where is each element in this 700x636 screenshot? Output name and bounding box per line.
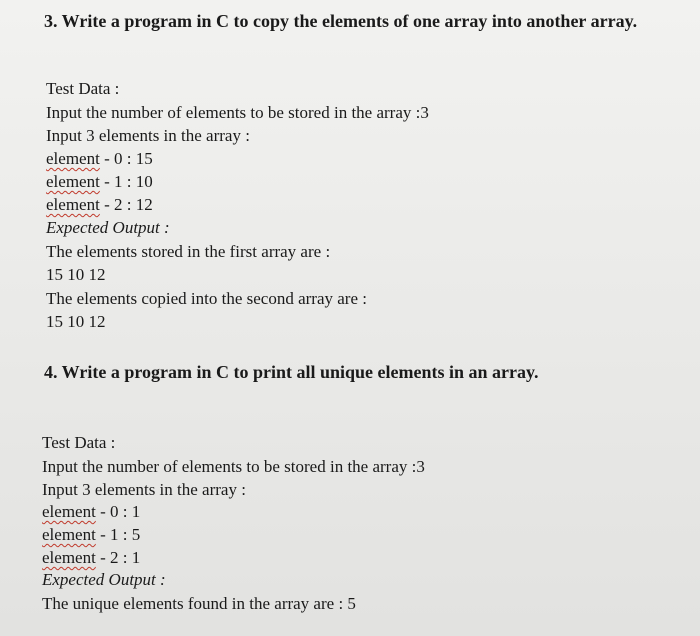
q3-element-1-value: - 1 : 10 <box>99 172 153 191</box>
q4-element-1 <box>42 525 140 545</box>
q4-element-1-value: - 1 : 5 <box>95 525 141 544</box>
q4-output-line1: The unique elements found in the array are : 5 <box>42 594 356 613</box>
q3-element-0-word: element <box>46 149 100 168</box>
q3-element-2-value: - 2 : 12 <box>99 195 153 214</box>
q4-test-data-label: Test Data : <box>42 433 116 452</box>
q4-expected-output-label: Expected Output : <box>42 570 166 589</box>
q4-element-2-word: element <box>42 548 96 567</box>
q4-element-0-value: - 0 : 1 <box>95 502 141 521</box>
q3-element-1-word: element <box>46 172 100 191</box>
q4-element-2-value: - 2 : 1 <box>95 548 141 567</box>
q3-element-1 <box>46 172 153 192</box>
q3-test-data-label: Test Data : <box>46 79 120 98</box>
q4-input-elements: Input 3 elements in the array : <box>42 480 246 499</box>
q4-element-2 <box>42 548 140 568</box>
q3-input-elements: Input 3 elements in the array : <box>46 126 250 145</box>
q3-element-0 <box>46 149 153 169</box>
q3-output-line2: The elements copied into the second array are : <box>46 289 367 308</box>
q3-element-0-value: - 0 : 15 <box>99 149 153 168</box>
q4-input-prompt: Input the number of elements to be stored in the array :3 <box>42 457 425 476</box>
q4-heading: 4. Write a program in C to print all unique elements in an array. <box>44 362 539 382</box>
q3-element-2 <box>46 195 153 215</box>
q3-output-values2: 15 10 12 <box>46 312 106 331</box>
q3-input-prompt: Input the number of elements to be stored in the array :3 <box>46 103 429 122</box>
q4-element-0 <box>42 502 140 522</box>
q4-element-1-word: element <box>42 525 96 544</box>
q3-output-line1: The elements stored in the first array are : <box>46 242 331 261</box>
q3-heading: 3. Write a program in C to copy the elements of one array into another array. <box>44 11 638 31</box>
q3-element-2-word: element <box>46 195 100 214</box>
q4-element-0-word: element <box>42 502 96 521</box>
q3-output-values1: 15 10 12 <box>46 265 106 284</box>
q3-expected-output-label: Expected Output : <box>46 218 170 237</box>
